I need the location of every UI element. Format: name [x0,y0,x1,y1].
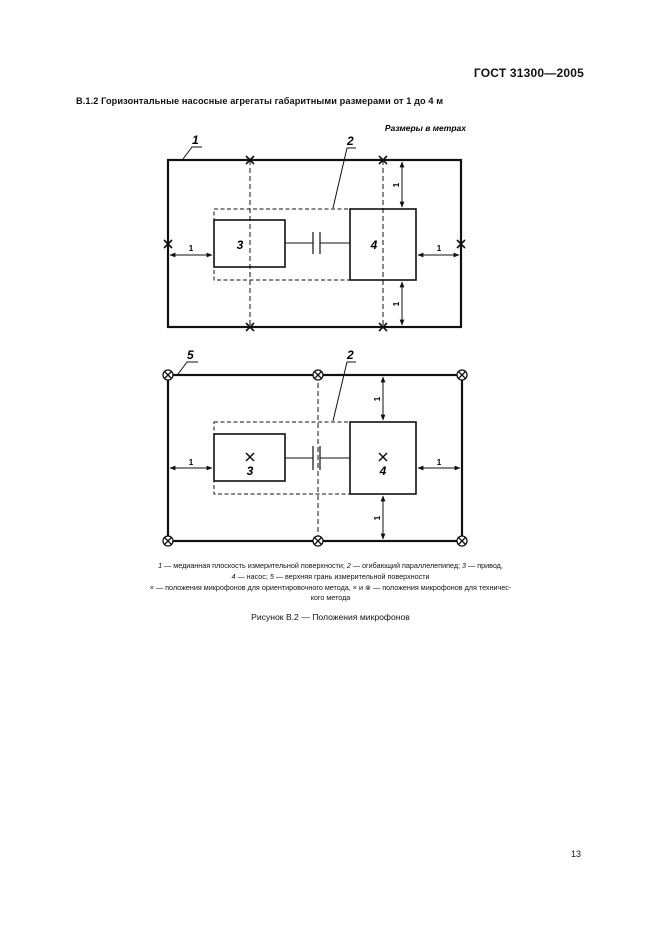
figure-legend-line-2 [76,571,585,582]
circled-cross-icon [457,536,467,546]
legend-text: — верхняя грань измерительной поверхности [273,572,430,581]
envelope-parallelepiped [214,422,416,494]
measurement-surface-outline [168,160,461,327]
pump-label: 4 [370,238,378,252]
legend-number: 2 [346,561,351,570]
legend-text: — насос; [235,572,270,581]
leader-line-outer [178,362,198,374]
leader-label-outer: 5 [187,348,194,362]
dimension-label-right: 1 [436,458,442,467]
drive-label: 3 [246,464,254,478]
dimension-label-bottom: 1 [373,515,382,521]
top-face-outline [168,375,462,541]
dimension-label-left: 1 [188,458,194,467]
leader-line-envelope [333,362,356,421]
leader-label-outer: 1 [192,133,199,147]
microphone-cross-icon [246,453,254,461]
circled-cross-icon [163,536,173,546]
legend-text: — медианная плоскость измерительной поверхности; [162,561,347,570]
dimension-label-top: 1 [373,396,382,402]
leader-label-envelope: 2 [347,134,354,148]
figure-legend-line-4: кого метода [310,593,351,602]
section-heading: В.1.2 Горизонтальные насосные агрегаты габаритными размерами от 1 до 4 м [76,96,444,106]
circled-microphone-markers [163,370,467,546]
dimension-label-top: 1 [392,182,401,188]
page-number: 13 [571,849,582,859]
figure-legend-line-3: × — положения микрофонов для ориентировочного метода, × и ⊗ — положения микрофонов для техничес- [149,583,512,592]
circled-cross-icon [313,536,323,546]
legend-text: — огибающий параллелепипед; [350,561,463,570]
units-note: Размеры в метрах [384,123,466,133]
circled-cross-icon [457,370,467,380]
bottom-diagram [163,348,467,546]
legend-number: 3 [462,561,467,570]
circled-cross-icon [313,370,323,380]
legend-number: 5 [269,572,274,581]
leader-label-envelope: 2 [347,348,354,362]
dimension-label-bottom: 1 [392,301,401,307]
standard-code: ГОСТ 31300—2005 [473,66,584,80]
legend-number: 4 [231,572,236,581]
leader-line-outer [183,147,202,159]
figure-legend-line-1 [76,560,585,571]
circled-cross-icon [163,370,173,380]
microphone-markers [164,156,465,331]
dimension-label-left: 1 [188,244,194,253]
legend-number: 1 [158,561,163,570]
drive-label: 3 [236,238,244,252]
figure-caption: Рисунок В.2 — Положения микрофонов [251,612,410,622]
top-diagram [164,133,465,331]
microphone-cross-icon [379,453,387,461]
legend-text: — привод, [466,561,503,570]
pump-label: 4 [379,464,387,478]
leader-line-envelope [333,148,356,208]
dimension-label-right: 1 [436,244,442,253]
